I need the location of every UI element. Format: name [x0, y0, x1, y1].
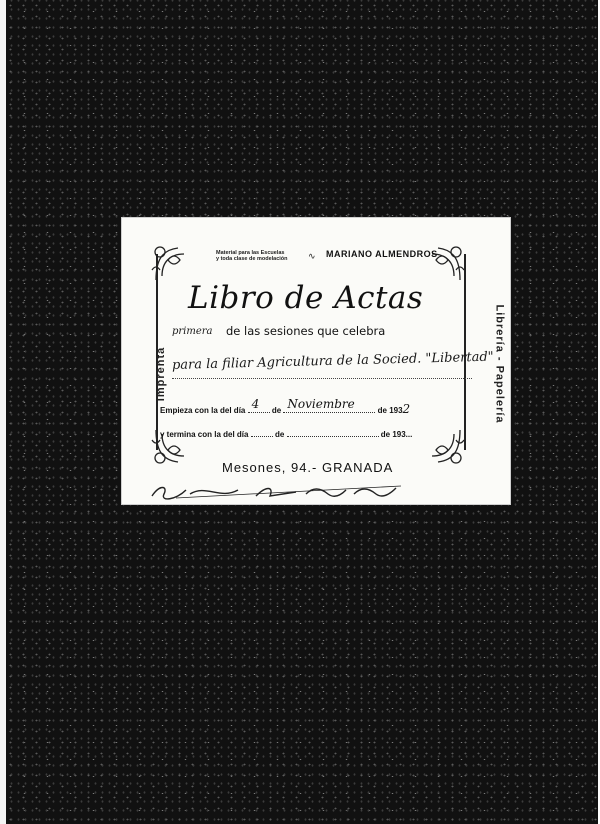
page-edge	[0, 0, 6, 824]
start-date-row	[160, 397, 411, 416]
flourish-ornament-icon	[422, 240, 468, 286]
book-subtitle: de las sesiones que celebra	[226, 324, 386, 338]
end-year-prefix: de 193...	[380, 430, 413, 439]
start-de-label: de	[271, 406, 282, 415]
end-date-row	[160, 426, 412, 439]
publisher-address: Mesones, 94.- GRANADA	[222, 460, 394, 475]
end-day-blank	[251, 426, 273, 437]
start-day-blank	[248, 397, 270, 413]
cover-label	[122, 218, 510, 504]
flourish-ornament-icon	[422, 424, 468, 470]
handwritten-primera: primera	[172, 326, 213, 337]
publisher-note-line: Material para las Escuelas	[216, 250, 285, 256]
start-month-blank	[283, 397, 375, 413]
end-de-label: de	[274, 430, 285, 439]
start-year-digit: 2	[402, 402, 411, 416]
side-label-libreria: Librería - Papelería	[493, 304, 506, 424]
start-year-prefix: de 193	[377, 406, 403, 415]
publisher-note	[216, 250, 312, 262]
side-label-imprenta: Imprenta	[155, 346, 168, 402]
start-month-value: Noviembre	[287, 397, 355, 411]
publisher-note-line: y toda clase de modelación	[216, 256, 288, 262]
start-day-value: 4	[251, 397, 260, 411]
publisher-name: MARIANO ALMENDROS	[326, 249, 438, 259]
swirl-ornament-icon: ∿	[308, 252, 316, 262]
handwritten-signature	[146, 480, 446, 504]
entity-dotted-line	[172, 378, 472, 379]
end-date-prefix: y termina con la del día	[160, 430, 249, 439]
handwritten-entity: para la filiar Agricultura de la Socied. "Libertad"	[171, 349, 494, 373]
book-title: Libro de Actas	[188, 280, 424, 316]
start-date-prefix: Empieza con la del día	[160, 406, 246, 415]
end-month-blank	[287, 426, 379, 437]
